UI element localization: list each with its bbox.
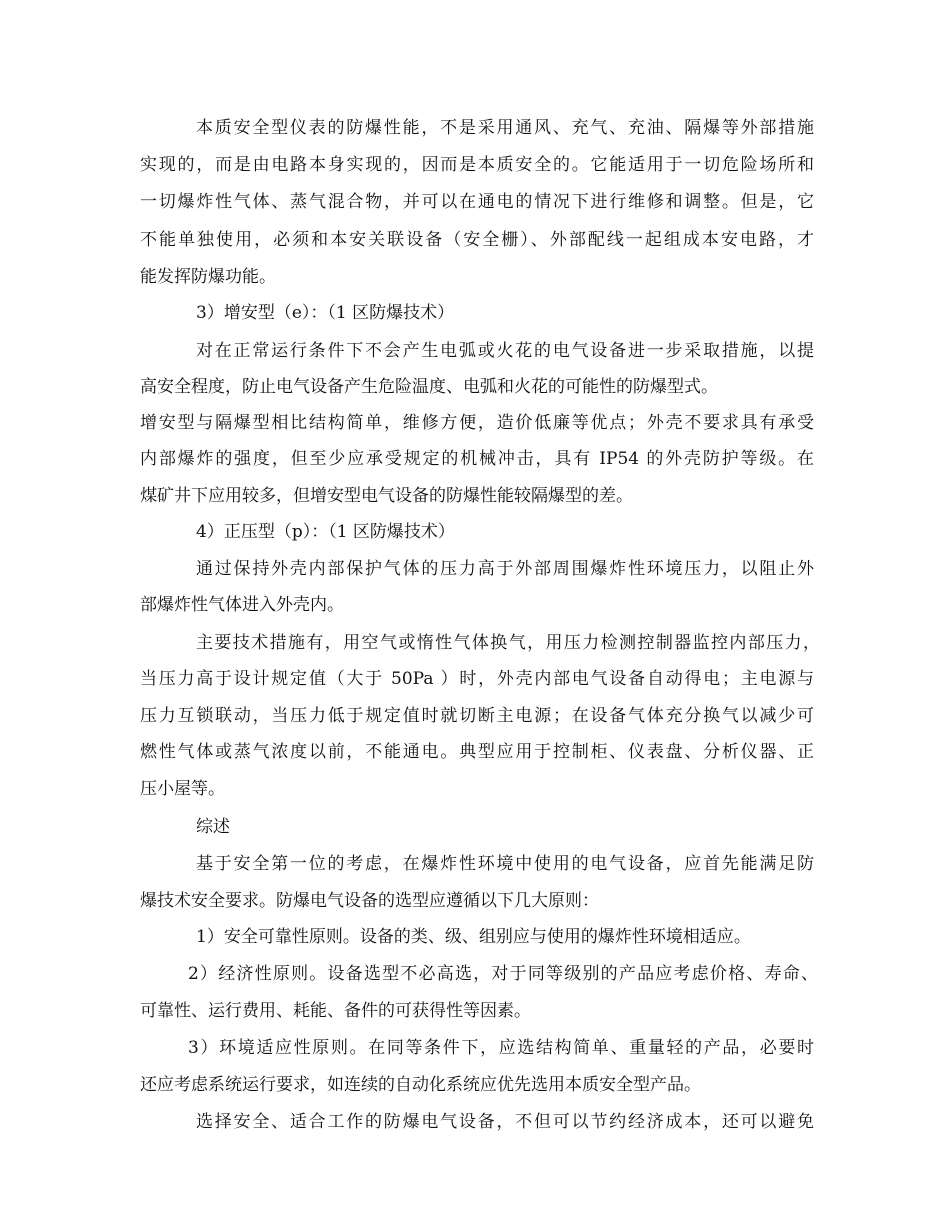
text-line: 一切爆炸性气体、蒸气混合物，并可以在通电的情况下进行维修和调整。但是，它 [140,192,814,212]
text-line: 高安全程度，防止电气设备产生危险温度、电弧和火花的可能性的防爆型式。 [140,377,718,397]
text-line: 通过保持外壳内部保护气体的压力高于外部周围爆炸性环境压力，以阻止外 [196,559,814,579]
text-line: 能发挥防爆功能。 [140,267,276,287]
text-line: 不能单独使用，必须和本安关联设备（安全栅）、外部配线一起组成本安电路，才 [140,230,814,250]
text-line: 压力互锁联动，当压力低于规定值时就切断主电源；在设备气体充分换气以减少可 [140,706,814,726]
text-line: 本质安全型仪表的防爆性能，不是采用通风、充气、充油、隔爆等外部措施 [196,118,814,138]
text-line: 还应考虑系统运行要求，如连续的自动化系统应优先选用本质安全型产品。 [140,1075,701,1095]
text-line: 2）经济性原则。设备选型不必高选，对于同等级别的产品应考虑价格、寿命、 [188,964,818,984]
section-heading: 4）正压型（p）：（1 区防爆技术） [196,522,455,542]
text-line: 增安型与隔爆型相比结构简单，维修方便，造价低廉等优点；外壳不要求具有承受 [140,413,814,433]
text-line: 选择安全、适合工作的防爆电气设备，不但可以节约经济成本，还可以避免 [196,1112,814,1132]
text-line: 当压力高于设计规定值（大于 50Pa ）时，外壳内部电气设备自动得电；主电源与 [140,669,814,689]
text-line: 实现的，而是由电路本身实现的，因而是本质安全的。它能适用于一切危险场所和 [140,155,814,175]
text-line: 煤矿井下应用较多，但增安型电气设备的防爆性能较隔爆型的差。 [140,486,633,506]
text-line: 主要技术措施有，用空气或惰性气体换气，用压力检测控制器监控内部压力， [196,633,820,653]
text-line: 燃性气体或蒸气浓度以前，不能通电。典型应用于控制柜、仪表盘、分析仪器、正 [140,742,814,762]
section-heading: 综述 [196,817,230,837]
section-heading: 3）增安型（e）：（1 区防爆技术） [196,303,455,323]
text-line: 内部爆炸的强度，但至少应承受规定的机械冲击，具有 IP54 的外壳防护等级。在 [140,449,814,469]
text-line: 压小屋等。 [140,779,225,799]
text-line: 可靠性、运行费用、耗能、备件的可获得性等因素。 [140,1001,531,1021]
text-line: 部爆炸性气体进入外壳内。 [140,595,344,615]
text-line: 3）环境适应性原则。在同等条件下，应选结构简单、重量轻的产品，必要时 [188,1038,814,1058]
text-line: 1）安全可靠性原则。设备的类、级、组别应与使用的爆炸性环境相适应。 [196,927,751,947]
text-line: 基于安全第一位的考虑，在爆炸性环境中使用的电气设备，应首先能满足防 [196,854,814,874]
text-line: 爆技术安全要求。防爆电气设备的选型应遵循以下几大原则： [140,891,599,911]
text-line: 对在正常运行条件下不会产生电弧或火花的电气设备进一步采取措施，以提 [196,341,814,361]
